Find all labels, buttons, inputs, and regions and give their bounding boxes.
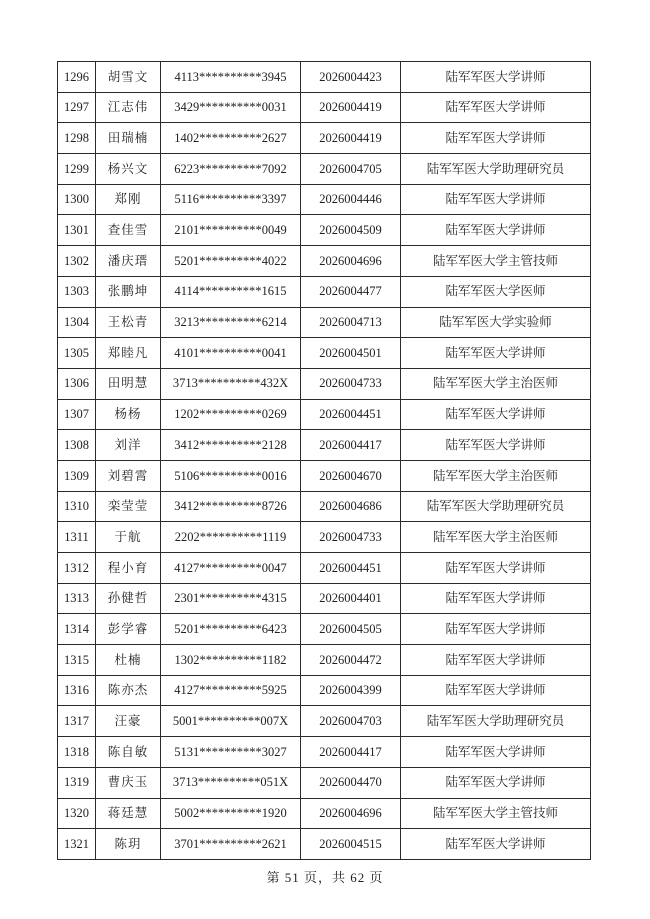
- cell-job-title: 陆军军医大学讲师: [401, 338, 591, 369]
- table-row: [58, 460, 591, 491]
- cell-id-number: 3412**********2128: [161, 430, 301, 461]
- table-row: [58, 430, 591, 461]
- table-row: [58, 522, 591, 553]
- cell-row-number: 1310: [58, 491, 96, 522]
- cell-row-number: 1299: [58, 154, 96, 185]
- table-row: [58, 706, 591, 737]
- cell-person-name: 查佳雪: [96, 215, 161, 246]
- cell-job-title: 陆军军医大学主治医师: [401, 522, 591, 553]
- cell-id-number: 5116**********3397: [161, 184, 301, 215]
- cell-job-title: 陆军军医大学讲师: [401, 767, 591, 798]
- cell-row-number: 1318: [58, 737, 96, 768]
- table-row: [58, 368, 591, 399]
- cell-job-title: 陆军军医大学讲师: [401, 645, 591, 676]
- cell-job-title: 陆军军医大学讲师: [401, 614, 591, 645]
- table-row: [58, 307, 591, 338]
- cell-id-number: 4127**********0047: [161, 553, 301, 584]
- cell-person-name: 田瑞楠: [96, 123, 161, 154]
- cell-exam-code: 2026004703: [301, 706, 401, 737]
- cell-row-number: 1306: [58, 368, 96, 399]
- cell-job-title: 陆军军医大学助理研究员: [401, 154, 591, 185]
- cell-row-number: 1297: [58, 92, 96, 123]
- cell-row-number: 1315: [58, 645, 96, 676]
- table-row: [58, 675, 591, 706]
- cell-id-number: 3701**********2621: [161, 829, 301, 860]
- cell-id-number: 6223**********7092: [161, 154, 301, 185]
- cell-exam-code: 2026004733: [301, 522, 401, 553]
- cell-id-number: 3429**********0031: [161, 92, 301, 123]
- cell-id-number: 3412**********8726: [161, 491, 301, 522]
- cell-row-number: 1298: [58, 123, 96, 154]
- cell-exam-code: 2026004399: [301, 675, 401, 706]
- cell-id-number: 1402**********2627: [161, 123, 301, 154]
- table-row: [58, 798, 591, 829]
- cell-job-title: 陆军军医大学医师: [401, 276, 591, 307]
- table-row: [58, 184, 591, 215]
- cell-person-name: 陈亦杰: [96, 675, 161, 706]
- cell-row-number: 1311: [58, 522, 96, 553]
- cell-id-number: 5001**********007X: [161, 706, 301, 737]
- cell-job-title: 陆军军医大学讲师: [401, 675, 591, 706]
- cell-id-number: 1202**********0269: [161, 399, 301, 430]
- cell-row-number: 1309: [58, 460, 96, 491]
- cell-row-number: 1317: [58, 706, 96, 737]
- cell-job-title: 陆军军医大学讲师: [401, 553, 591, 584]
- cell-row-number: 1304: [58, 307, 96, 338]
- cell-job-title: 陆军军医大学主管技师: [401, 246, 591, 277]
- cell-exam-code: 2026004451: [301, 399, 401, 430]
- cell-row-number: 1300: [58, 184, 96, 215]
- cell-person-name: 彭学睿: [96, 614, 161, 645]
- cell-id-number: 2202**********1119: [161, 522, 301, 553]
- cell-exam-code: 2026004472: [301, 645, 401, 676]
- cell-id-number: 5002**********1920: [161, 798, 301, 829]
- table-row: [58, 737, 591, 768]
- cell-job-title: 陆军军医大学主管技师: [401, 798, 591, 829]
- cell-row-number: 1307: [58, 399, 96, 430]
- cell-job-title: 陆军军医大学讲师: [401, 583, 591, 614]
- cell-id-number: 3713**********432X: [161, 368, 301, 399]
- cell-exam-code: 2026004501: [301, 338, 401, 369]
- cell-exam-code: 2026004417: [301, 430, 401, 461]
- cell-row-number: 1316: [58, 675, 96, 706]
- cell-job-title: 陆军军医大学助理研究员: [401, 706, 591, 737]
- cell-row-number: 1321: [58, 829, 96, 860]
- cell-job-title: 陆军军医大学实验师: [401, 307, 591, 338]
- cell-exam-code: 2026004470: [301, 767, 401, 798]
- cell-exam-code: 2026004419: [301, 123, 401, 154]
- cell-id-number: 3713**********051X: [161, 767, 301, 798]
- cell-person-name: 杨杨: [96, 399, 161, 430]
- cell-job-title: 陆军军医大学讲师: [401, 184, 591, 215]
- cell-exam-code: 2026004696: [301, 246, 401, 277]
- cell-job-title: 陆军军医大学讲师: [401, 829, 591, 860]
- table-row: [58, 491, 591, 522]
- table-row: [58, 154, 591, 185]
- cell-id-number: 4127**********5925: [161, 675, 301, 706]
- cell-person-name: 潘庆瑨: [96, 246, 161, 277]
- cell-person-name: 陈自敏: [96, 737, 161, 768]
- cell-job-title: 陆军军医大学讲师: [401, 62, 591, 93]
- cell-job-title: 陆军军医大学讲师: [401, 737, 591, 768]
- cell-id-number: 2101**********0049: [161, 215, 301, 246]
- cell-row-number: 1314: [58, 614, 96, 645]
- cell-person-name: 胡雪文: [96, 62, 161, 93]
- cell-exam-code: 2026004733: [301, 368, 401, 399]
- cell-person-name: 陈玥: [96, 829, 161, 860]
- cell-exam-code: 2026004705: [301, 154, 401, 185]
- cell-id-number: 5131**********3027: [161, 737, 301, 768]
- cell-exam-code: 2026004686: [301, 491, 401, 522]
- cell-person-name: 汪豪: [96, 706, 161, 737]
- table-row: [58, 767, 591, 798]
- cell-exam-code: 2026004477: [301, 276, 401, 307]
- cell-person-name: 栾莹莹: [96, 491, 161, 522]
- cell-row-number: 1296: [58, 62, 96, 93]
- cell-person-name: 杨兴文: [96, 154, 161, 185]
- cell-person-name: 张鹏坤: [96, 276, 161, 307]
- cell-exam-code: 2026004423: [301, 62, 401, 93]
- cell-row-number: 1302: [58, 246, 96, 277]
- table-row: [58, 614, 591, 645]
- cell-job-title: 陆军军医大学讲师: [401, 430, 591, 461]
- cell-person-name: 刘碧霄: [96, 460, 161, 491]
- table-row: [58, 829, 591, 860]
- cell-row-number: 1319: [58, 767, 96, 798]
- cell-id-number: 4114**********1615: [161, 276, 301, 307]
- page-number-footer: 第 51 页，共 62 页: [266, 870, 384, 885]
- cell-row-number: 1303: [58, 276, 96, 307]
- cell-person-name: 王松青: [96, 307, 161, 338]
- table-row: [58, 645, 591, 676]
- cell-person-name: 郑睦凡: [96, 338, 161, 369]
- cell-id-number: 2301**********4315: [161, 583, 301, 614]
- cell-row-number: 1305: [58, 338, 96, 369]
- cell-exam-code: 2026004505: [301, 614, 401, 645]
- cell-person-name: 于航: [96, 522, 161, 553]
- cell-job-title: 陆军军医大学讲师: [401, 92, 591, 123]
- cell-person-name: 蒋廷慧: [96, 798, 161, 829]
- cell-person-name: 程小育: [96, 553, 161, 584]
- table-row: [58, 276, 591, 307]
- cell-person-name: 杜楠: [96, 645, 161, 676]
- cell-person-name: 曹庆玉: [96, 767, 161, 798]
- cell-person-name: 孙健哲: [96, 583, 161, 614]
- cell-exam-code: 2026004670: [301, 460, 401, 491]
- cell-exam-code: 2026004713: [301, 307, 401, 338]
- cell-job-title: 陆军军医大学讲师: [401, 399, 591, 430]
- roster-table-body: [58, 62, 591, 860]
- table-row: [58, 553, 591, 584]
- table-row: [58, 62, 591, 93]
- table-row: [58, 246, 591, 277]
- table-row: [58, 92, 591, 123]
- cell-job-title: 陆军军医大学主治医师: [401, 460, 591, 491]
- cell-person-name: 郑刚: [96, 184, 161, 215]
- cell-row-number: 1320: [58, 798, 96, 829]
- cell-exam-code: 2026004419: [301, 92, 401, 123]
- cell-id-number: 4101**********0041: [161, 338, 301, 369]
- cell-row-number: 1308: [58, 430, 96, 461]
- cell-job-title: 陆军军医大学讲师: [401, 215, 591, 246]
- cell-exam-code: 2026004696: [301, 798, 401, 829]
- cell-row-number: 1313: [58, 583, 96, 614]
- cell-row-number: 1312: [58, 553, 96, 584]
- table-row: [58, 399, 591, 430]
- cell-id-number: 5201**********4022: [161, 246, 301, 277]
- cell-id-number: 3213**********6214: [161, 307, 301, 338]
- cell-person-name: 田明慧: [96, 368, 161, 399]
- roster-table: [57, 61, 591, 860]
- cell-exam-code: 2026004446: [301, 184, 401, 215]
- cell-id-number: 5201**********6423: [161, 614, 301, 645]
- cell-person-name: 江志伟: [96, 92, 161, 123]
- cell-job-title: 陆军军医大学主治医师: [401, 368, 591, 399]
- cell-person-name: 刘洋: [96, 430, 161, 461]
- table-row: [58, 215, 591, 246]
- table-row: [58, 338, 591, 369]
- cell-exam-code: 2026004451: [301, 553, 401, 584]
- cell-exam-code: 2026004515: [301, 829, 401, 860]
- table-row: [58, 123, 591, 154]
- cell-exam-code: 2026004417: [301, 737, 401, 768]
- cell-id-number: 5106**********0016: [161, 460, 301, 491]
- cell-job-title: 陆军军医大学讲师: [401, 123, 591, 154]
- cell-row-number: 1301: [58, 215, 96, 246]
- cell-id-number: 4113**********3945: [161, 62, 301, 93]
- cell-id-number: 1302**********1182: [161, 645, 301, 676]
- cell-job-title: 陆军军医大学助理研究员: [401, 491, 591, 522]
- table-row: [58, 583, 591, 614]
- cell-exam-code: 2026004401: [301, 583, 401, 614]
- cell-exam-code: 2026004509: [301, 215, 401, 246]
